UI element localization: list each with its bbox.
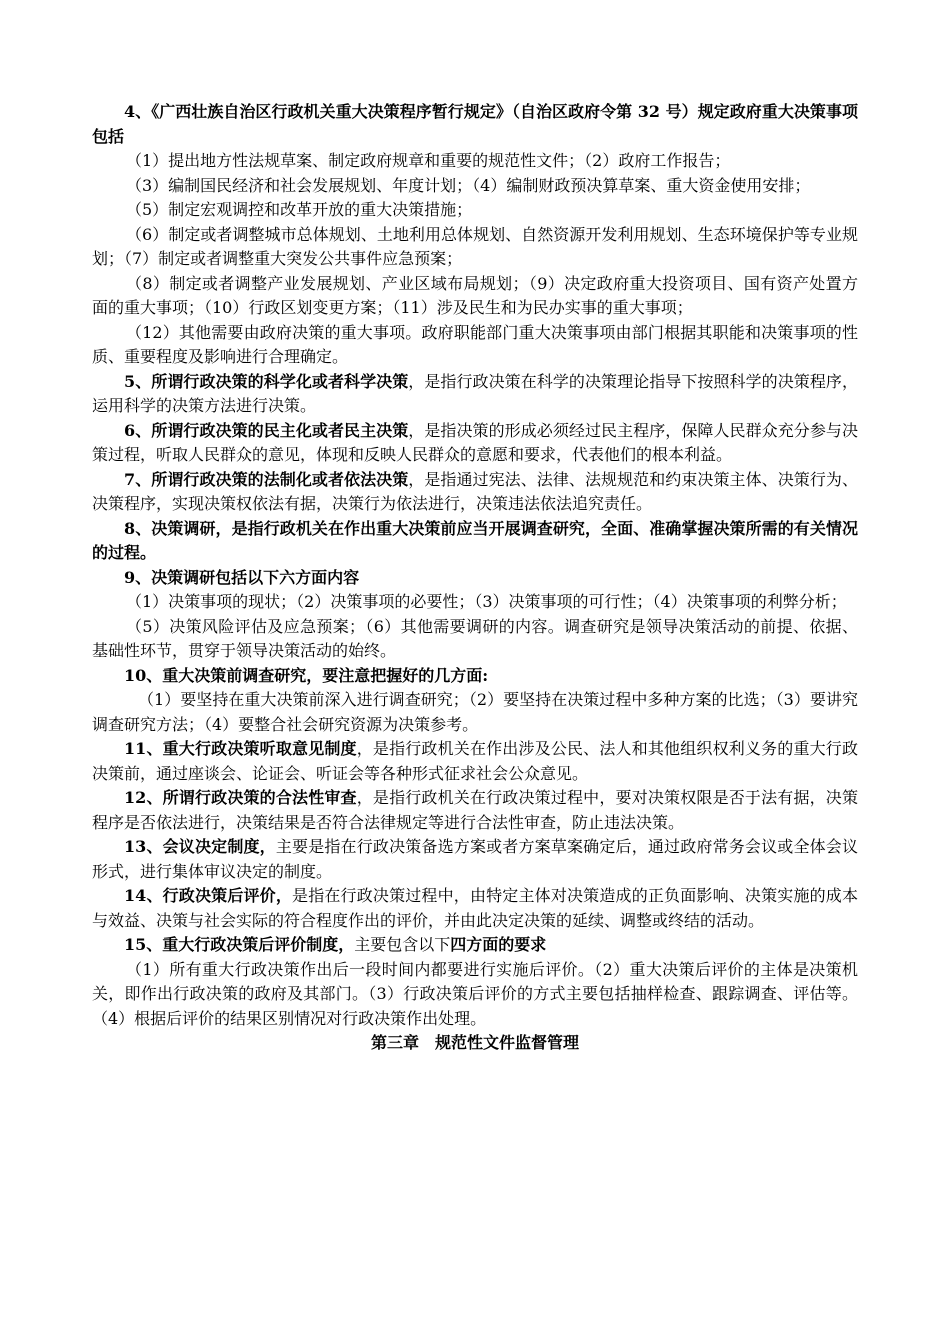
section-15-title	[92, 933, 858, 958]
section-12-term: 12、所谓行政决策的合法性审查	[124, 788, 357, 807]
section-4-item: （8）制定或者调整产业发展规划、产业区域布局规划；（9）决定政府重大投资项目、国有资产处置方面的重大事项；（10）行政区划变更方案；（11）涉及民生和为民办实事的重大事项；	[92, 273, 858, 317]
section-7	[92, 468, 858, 517]
section-9-item: （5）决策风险评估及应急预案；（6）其他需要调研的内容。调查研究是领导决策活动的前提、依据、基础性环节，贯穿于领导决策活动的始终。	[92, 616, 858, 660]
section-6-term: 6、所谓行政决策的民主化或者民主决策	[124, 420, 409, 440]
section-11	[92, 737, 858, 786]
section-13-text: 主要是指在行政决策备选方案或者方案草案确定后，通过政府常务会议或全体会议形式，进行集体审议决定的制度。	[92, 837, 858, 881]
section-12	[92, 786, 858, 835]
section-9-title: 9、决策调研包括以下六方面内容	[124, 567, 360, 587]
section-6	[92, 419, 858, 468]
section-15-text: 主要包含以下	[354, 935, 451, 954]
section-4-item: （12）其他需要由政府决策的重大事项。政府职能部门重大决策事项由部门根据其职能和决策事项的性质、重要程度及影响进行合理确定。	[92, 322, 858, 366]
section-11-text: ，是指行政机关在作出涉及公民、法人和其他组织权利义务的重大行政决策前，通过座谈会、论证会、听证会等各种形式征求社会公众意见。	[92, 739, 858, 783]
section-13-term: 13、会议决定制度，	[124, 837, 276, 856]
section-5-text: ，是指行政决策在科学的决策理论指导下按照科学的决策程序，运用科学的决策方法进行决策。	[92, 371, 858, 415]
section-5	[92, 370, 858, 419]
document-page	[92, 100, 858, 1056]
section-13	[92, 835, 858, 884]
section-9-item: （1）决策事项的现状；（2）决策事项的必要性；（3）决策事项的可行性；（4）决策事项的利弊分析；	[126, 592, 847, 611]
section-12-text: ，是指行政机关在行政决策过程中，要对决策权限是否于法有据，决策程序是否依法进行，决策结果是否符合法律规定等进行合法性审查，防止违法决策。	[92, 788, 858, 832]
section-7-text: ，是指通过宪法、法律、法规规范和约束决策主体、决策行为、决策程序，实现决策权依法有据，决策行为依法进行，决策违法依法追究责任。	[92, 469, 858, 513]
section-11-term: 11、重大行政决策听取意见制度	[124, 739, 357, 758]
section-15-emphasis: 四方面的要求	[450, 935, 547, 954]
section-8: 8、决策调研，是指行政机关在作出重大决策前应当开展调查研究，全面、准确掌握决策所需的有关情况的过程。	[92, 518, 858, 562]
section-15-item: （1）所有重大行政决策作出后一段时间内都要进行实施后评价。（2）重大决策后评价的主体是决策机关，即作出行政决策的政府及其部门。（3）行政决策后评价的方式主要包括抽样检查、跟踪调查、评估等。（4）根据后评价的结果区别情况对行政决策作出处理。	[92, 959, 858, 1028]
section-4-item: （5）制定宏观调控和改革开放的重大决策措施；	[126, 200, 473, 219]
chapter-title: 第三章 规范性文件监督管理	[370, 1033, 579, 1052]
section-7-term: 7、所谓行政决策的法制化或者依法决策	[124, 469, 409, 489]
section-4-item: （6）制定或者调整城市总体规划、土地利用总体规划、自然资源开发利用规划、生态环境保护等专业规划；（7）制定或者调整重大突发公共事件应急预案；	[92, 224, 858, 268]
section-4-item: （1）提出地方性法规草案、制定政府规章和重要的规范性文件；（2）政府工作报告；	[126, 151, 731, 170]
section-14-text: 是指在行政决策过程中，由特定主体对决策造成的正负面影响、决策实施的成本与效益、决策与社会实际的符合程度作出的评价，并由此决定决策的延续、调整或终结的活动。	[92, 886, 858, 930]
section-4-title: 4、《广西壮族自治区行政机关重大决策程序暂行规定》（自治区政府令第 32 号）规定政府重大决策事项包括	[92, 102, 858, 146]
section-4-item: （3）编制国民经济和社会发展规划、年度计划；（4）编制财政预决算草案、重大资金使用安排；	[126, 175, 811, 195]
section-10-item: （1）要坚持在重大决策前深入进行调查研究；（2）要坚持在决策过程中多种方案的比选；（3）要讲究调查研究方法；（4）要整合社会研究资源为决策参考。	[92, 690, 858, 734]
section-14	[92, 884, 858, 933]
section-10-title: 10、重大决策前调查研究，要注意把握好的几方面:	[124, 665, 489, 685]
section-6-text: ，是指决策的形成必须经过民主程序，保障人民群众充分参与决策过程，听取人民群众的意见，体现和反映人民群众的意愿和要求，代表他们的根本利益。	[92, 420, 858, 464]
section-5-term: 5、所谓行政决策的科学化或者科学决策	[124, 371, 409, 391]
section-14-term: 14、行政决策后评价，	[124, 886, 293, 905]
section-15-term: 15、重大行政决策后评价制度，	[124, 935, 355, 954]
